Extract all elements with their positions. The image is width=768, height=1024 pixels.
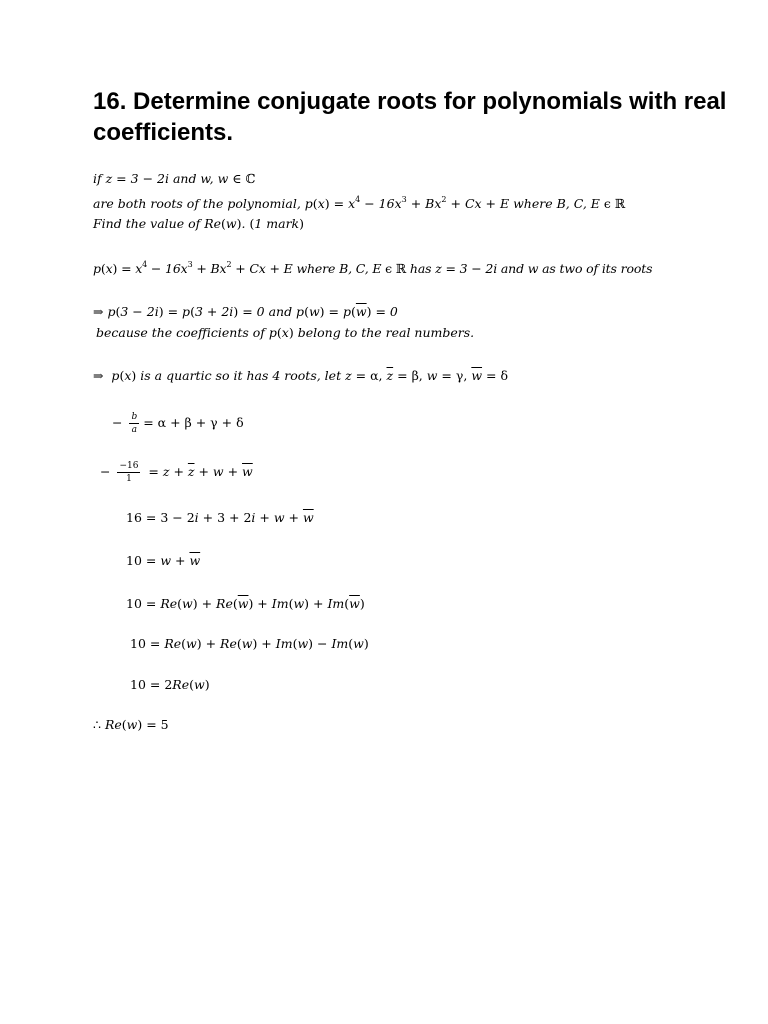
math-line-14: 10 = 2Re(w) — [130, 677, 210, 692]
math-line-12: $10 = Re(w) + Re(\overline{w}) + Im(w) + Im(\overline{w})$ — [126, 596, 365, 611]
math-line-7: ⇒ p(x) is a quartic so it has 4 roots, let z = α, $\overline{z} = \beta$, w = γ, $\overline{w} = \delta$ — [93, 368, 509, 383]
math-line-1: if z = 3 − 2i and w, w ∈ ℂ — [93, 171, 256, 186]
math-line-3: Find the value of Re(w). (1 mark) — [93, 216, 305, 231]
math-line-13: 10 = Re(w) + Re(w) + Im(w) − Im(w) — [130, 636, 369, 651]
math-line-2: are both roots of the polynomial, $p(x) = x^4 - 16x^3 + Bx^2 + Cx + E$ where B, C, E ϵ ℝ — [93, 195, 626, 211]
math-line-8: − $\frac{b}{a}$ = α + β + γ + δ — [112, 412, 244, 435]
math-line-9: − $\frac{-16}{1}$ = $z + \overline{z} + w + \overline{w}$ — [100, 461, 253, 484]
math-line-6: because the coefficients of p(x) belong to the real numbers. — [96, 325, 475, 340]
question-title: 16. Determine conjugate roots for polynomials with real coefficients. — [93, 88, 727, 146]
math-line-4: $p(x) = x^4 - 16x^3 + Bx^2 + Cx + E$ where B, C, E ϵ ℝ has z = 3 − 2i and w as two of its roots — [93, 260, 653, 276]
math-line-11: $10 = w + \overline{w}$ — [126, 553, 201, 568]
math-line-15-answer: ∴ Re(w) = 5 — [93, 717, 169, 732]
math-line-5: ⇒ p(3 − 2i) = p(3 + 2i) = 0 and $p(w) = p(\overline{w}) = 0$ — [93, 304, 398, 319]
math-line-10: $16 = 3 - 2i + 3 + 2i + w + \overline{w}$ — [126, 510, 314, 525]
